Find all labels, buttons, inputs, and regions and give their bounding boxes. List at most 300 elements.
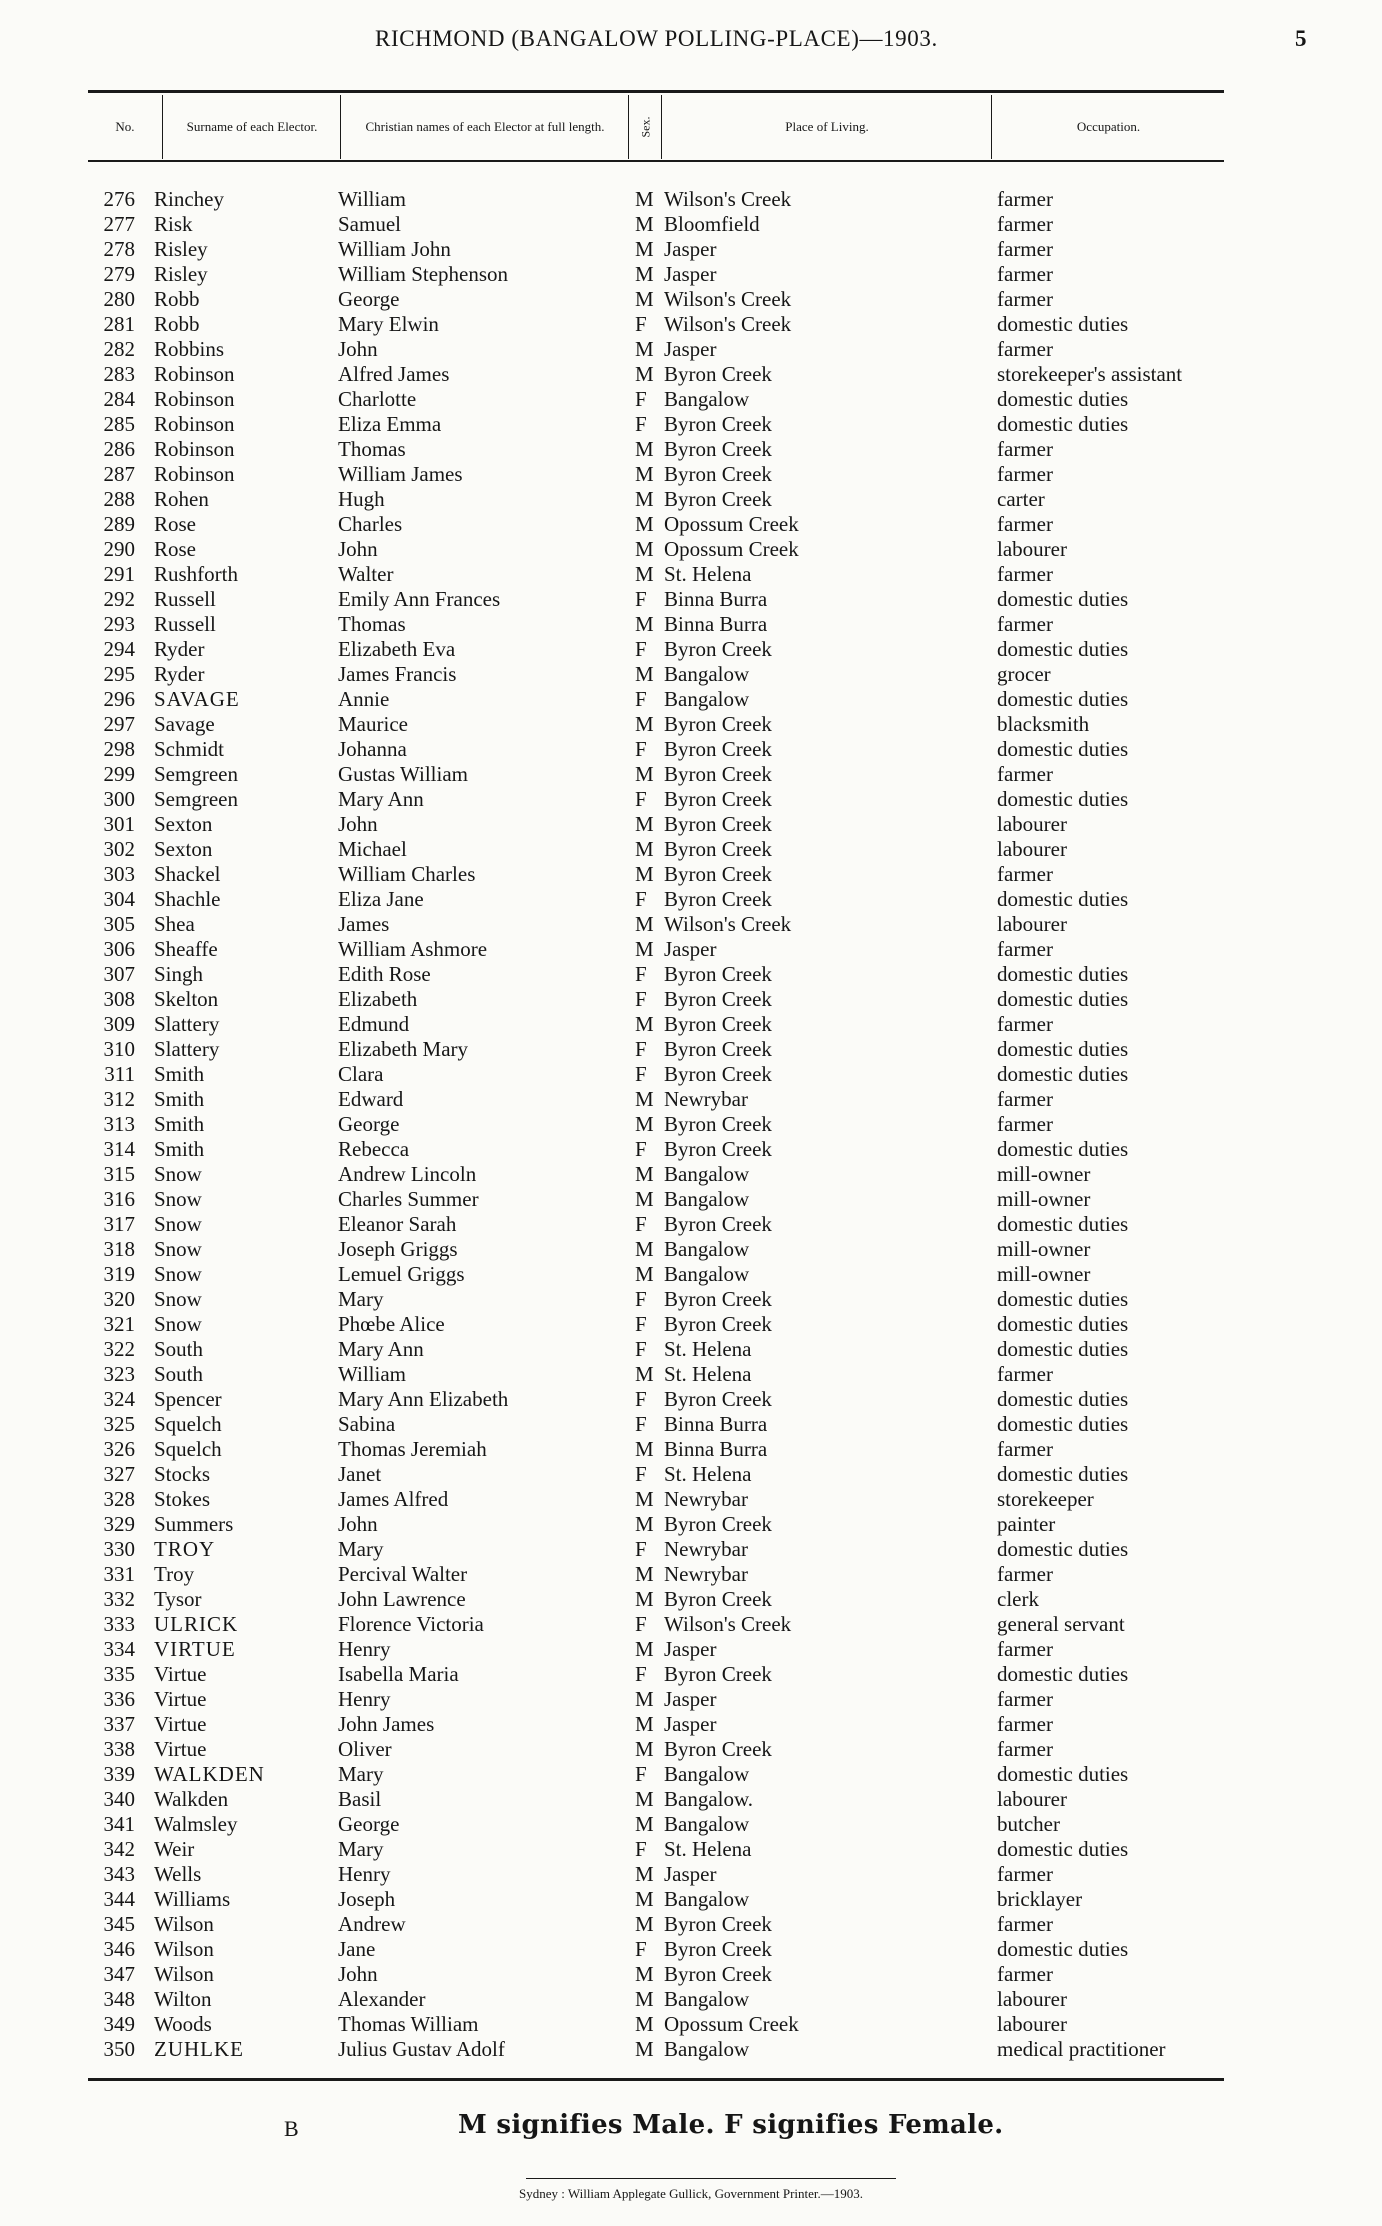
elector-christian-names: Mary Ann (338, 787, 424, 811)
elector-christian-names: William John (338, 237, 451, 261)
elector-place-of-living: Binna Burra (664, 1437, 768, 1461)
elector-sex: M (635, 837, 654, 861)
elector-surname: Smith (154, 1112, 205, 1136)
elector-sex: M (635, 1437, 654, 1461)
elector-number: 316 (103, 1187, 135, 1211)
elector-christian-names: Walter (338, 562, 394, 586)
table-row (0, 1937, 1382, 1962)
elector-surname: Shachle (154, 887, 221, 911)
table-row (0, 1262, 1382, 1287)
elector-sex: F (635, 1462, 647, 1486)
elector-surname: Rose (154, 512, 196, 536)
elector-place-of-living: Byron Creek (664, 1962, 772, 1986)
table-row (0, 212, 1382, 237)
table-row (0, 1137, 1382, 1162)
elector-sex: M (635, 1487, 654, 1511)
elector-occupation: domestic duties (997, 1412, 1129, 1436)
elector-number: 341 (103, 1812, 135, 1836)
elector-occupation: labourer (997, 537, 1067, 561)
elector-sex: M (635, 362, 654, 386)
elector-surname: Singh (154, 962, 204, 986)
elector-sex: M (635, 1562, 654, 1586)
elector-surname: Williams (154, 1887, 231, 1911)
elector-christian-names: William (338, 1362, 406, 1386)
elector-sex: F (635, 1937, 647, 1961)
elector-christian-names: Thomas (338, 437, 406, 461)
elector-christian-names: George (338, 1112, 400, 1136)
elector-occupation: farmer (997, 512, 1053, 536)
elector-surname: Shackel (154, 862, 221, 886)
elector-place-of-living: Jasper (664, 937, 717, 961)
elector-number: 339 (103, 1762, 135, 1786)
elector-place-of-living: Byron Creek (664, 887, 772, 911)
elector-sex: M (635, 862, 654, 886)
elector-number: 305 (103, 912, 135, 936)
elector-christian-names: George (338, 1812, 400, 1836)
table-row (0, 1062, 1382, 1087)
elector-number: 350 (103, 2037, 135, 2061)
table-bottom-rule (88, 2078, 1224, 2081)
elector-number: 297 (103, 712, 135, 736)
elector-sex: M (635, 1512, 654, 1536)
elector-place-of-living: Bangalow (664, 1812, 750, 1836)
elector-occupation: farmer (997, 1112, 1053, 1136)
elector-place-of-living: Jasper (664, 237, 717, 261)
elector-number: 325 (103, 1412, 135, 1436)
table-row (0, 1562, 1382, 1587)
elector-place-of-living: Byron Creek (664, 487, 772, 511)
elector-occupation: farmer (997, 1687, 1053, 1711)
elector-occupation: butcher (997, 1812, 1060, 1836)
table-row (0, 1637, 1382, 1662)
table-row (0, 312, 1382, 337)
column-header-occupation: Occupation. (1076, 119, 1141, 134)
elector-surname: Smith (154, 1087, 205, 1111)
elector-number: 307 (103, 962, 135, 986)
elector-number: 294 (103, 637, 135, 661)
elector-number: 321 (103, 1312, 135, 1336)
elector-sex: M (635, 1112, 654, 1136)
elector-christian-names: Mary Ann (338, 1337, 424, 1361)
elector-place-of-living: Byron Creek (664, 1387, 772, 1411)
elector-christian-names: William Ashmore (338, 937, 488, 961)
elector-surname: Rose (154, 537, 196, 561)
table-row (0, 862, 1382, 887)
elector-christian-names: Andrew (338, 1912, 406, 1936)
elector-place-of-living: Wilson's Creek (664, 312, 792, 336)
table-row (0, 912, 1382, 937)
elector-sex: M (635, 1362, 654, 1386)
elector-occupation: labourer (997, 1787, 1067, 1811)
elector-christian-names: Oliver (338, 1737, 392, 1761)
elector-sex: M (635, 812, 654, 836)
elector-occupation: farmer (997, 562, 1053, 586)
table-row (0, 987, 1382, 1012)
table-row (0, 1462, 1382, 1487)
page-number: 5 (1295, 26, 1307, 51)
signature-letter: B (284, 2116, 299, 2141)
table-row (0, 587, 1382, 612)
elector-surname: VIRTUE (154, 1637, 236, 1661)
elector-occupation: farmer (997, 262, 1053, 286)
elector-occupation: labourer (997, 2012, 1067, 2036)
elector-sex: M (635, 1787, 654, 1811)
elector-number: 335 (103, 1662, 135, 1686)
elector-number: 340 (103, 1787, 135, 1811)
elector-surname: Sexton (154, 812, 213, 836)
elector-christian-names: Lemuel Griggs (338, 1262, 465, 1286)
elector-occupation: farmer (997, 462, 1053, 486)
elector-number: 319 (103, 1262, 135, 1286)
elector-sex: M (635, 1962, 654, 1986)
elector-occupation: labourer (997, 912, 1067, 936)
elector-christian-names: Thomas Jeremiah (338, 1437, 487, 1461)
elector-christian-names: John (338, 1512, 378, 1536)
elector-sex: M (635, 287, 654, 311)
table-row (0, 1387, 1382, 1412)
elector-place-of-living: Byron Creek (664, 1937, 772, 1961)
table-row (0, 637, 1382, 662)
elector-surname: Wells (154, 1862, 202, 1886)
elector-surname: Smith (154, 1137, 205, 1161)
elector-christian-names: Janet (338, 1462, 382, 1486)
elector-place-of-living: Byron Creek (664, 1212, 772, 1236)
elector-surname: Rinchey (154, 187, 224, 211)
elector-sex: F (635, 1337, 647, 1361)
elector-surname: Wilson (154, 1912, 214, 1936)
elector-number: 329 (103, 1512, 135, 1536)
elector-occupation: farmer (997, 862, 1053, 886)
elector-sex: M (635, 2037, 654, 2061)
table-header-rule (88, 160, 1224, 162)
elector-number: 281 (103, 312, 135, 336)
elector-surname: Robinson (154, 462, 235, 486)
elector-surname: Semgreen (154, 762, 238, 786)
elector-occupation: farmer (997, 1562, 1053, 1586)
elector-surname: Wilson (154, 1937, 214, 1961)
table-row (0, 1087, 1382, 1112)
elector-surname: Walkden (154, 1787, 229, 1811)
elector-sex: M (635, 462, 654, 486)
elector-occupation: farmer (997, 612, 1053, 636)
elector-place-of-living: Byron Creek (664, 712, 772, 736)
table-row (0, 412, 1382, 437)
elector-number: 337 (103, 1712, 135, 1736)
elector-place-of-living: Bangalow. (664, 1787, 754, 1811)
elector-christian-names: Phœbe Alice (338, 1312, 445, 1336)
elector-surname: Robb (154, 287, 200, 311)
elector-number: 320 (103, 1287, 135, 1311)
elector-number: 333 (103, 1612, 135, 1636)
table-row (0, 362, 1382, 387)
elector-christian-names: Basil (338, 1787, 382, 1811)
elector-sex: F (635, 587, 647, 611)
elector-number: 310 (103, 1037, 135, 1061)
elector-occupation: domestic duties (997, 1287, 1129, 1311)
printer-imprint: Sydney : William Applegate Gullick, Government Printer.—1903. (518, 2186, 864, 2201)
elector-surname: Savage (154, 712, 215, 736)
elector-christian-names: Eleanor Sarah (338, 1212, 457, 1236)
elector-place-of-living: Newrybar (664, 1087, 748, 1111)
elector-number: 345 (103, 1912, 135, 1936)
elector-christian-names: Joseph (338, 1887, 396, 1911)
elector-occupation: domestic duties (997, 1537, 1129, 1561)
elector-christian-names: Maurice (338, 712, 408, 736)
elector-christian-names: William James (338, 462, 463, 486)
elector-christian-names: Julius Gustav Adolf (338, 2037, 505, 2061)
elector-sex: M (635, 1712, 654, 1736)
elector-surname: Sheaffe (154, 937, 218, 961)
table-row (0, 512, 1382, 537)
elector-christian-names: Elizabeth Eva (338, 637, 456, 661)
elector-place-of-living: Bangalow (664, 1987, 750, 2011)
elector-number: 330 (103, 1537, 135, 1561)
table-row (0, 1537, 1382, 1562)
elector-occupation: domestic duties (997, 637, 1129, 661)
elector-number: 283 (103, 362, 135, 386)
elector-place-of-living: Byron Creek (664, 812, 772, 836)
elector-christian-names: John Lawrence (338, 1587, 466, 1611)
table-row (0, 762, 1382, 787)
elector-number: 295 (103, 662, 135, 686)
elector-sex: M (635, 187, 654, 211)
elector-sex: M (635, 1162, 654, 1186)
elector-surname: Smith (154, 1062, 205, 1086)
elector-occupation: domestic duties (997, 312, 1129, 336)
elector-sex: F (635, 312, 647, 336)
elector-surname: Semgreen (154, 787, 238, 811)
column-divider (991, 95, 992, 159)
elector-occupation: storekeeper (997, 1487, 1094, 1511)
elector-occupation: farmer (997, 437, 1053, 461)
elector-occupation: mill-owner (997, 1237, 1091, 1261)
elector-number: 285 (103, 412, 135, 436)
elector-number: 326 (103, 1437, 135, 1461)
elector-place-of-living: Wilson's Creek (664, 187, 792, 211)
elector-christian-names: Thomas William (338, 2012, 479, 2036)
elector-surname: Rohen (154, 487, 209, 511)
elector-surname: Troy (154, 1562, 195, 1586)
elector-number: 331 (103, 1562, 135, 1586)
elector-sex: F (635, 887, 647, 911)
elector-sex: F (635, 1612, 647, 1636)
elector-place-of-living: Byron Creek (664, 987, 772, 1011)
elector-christian-names: Alfred James (338, 362, 450, 386)
elector-place-of-living: St. Helena (664, 562, 752, 586)
elector-number: 317 (103, 1212, 135, 1236)
elector-occupation: farmer (997, 287, 1053, 311)
elector-place-of-living: Jasper (664, 1862, 717, 1886)
elector-number: 304 (103, 887, 135, 911)
legend (0, 2110, 1382, 2150)
table-row (0, 712, 1382, 737)
elector-sex: F (635, 737, 647, 761)
elector-surname: Risk (154, 212, 193, 236)
elector-sex: F (635, 1212, 647, 1236)
elector-sex: F (635, 1037, 647, 1061)
elector-christian-names: William Stephenson (338, 262, 509, 286)
elector-number: 318 (103, 1237, 135, 1261)
elector-occupation: grocer (997, 662, 1051, 686)
elector-place-of-living: St. Helena (664, 1362, 752, 1386)
elector-sex: M (635, 537, 654, 561)
elector-occupation: labourer (997, 1987, 1067, 2011)
elector-sex: F (635, 1287, 647, 1311)
elector-place-of-living: Bangalow (664, 1187, 750, 1211)
elector-occupation: farmer (997, 1912, 1053, 1936)
table-row (0, 887, 1382, 912)
elector-christian-names: Mary (338, 1287, 384, 1311)
table-row (0, 1862, 1382, 1887)
table-row (0, 1112, 1382, 1137)
elector-occupation: domestic duties (997, 1762, 1129, 1786)
elector-occupation: mill-owner (997, 1262, 1091, 1286)
table-row (0, 1987, 1382, 2012)
elector-sex: F (635, 687, 647, 711)
elector-number: 280 (103, 287, 135, 311)
table-row (0, 1762, 1382, 1787)
elector-sex: F (635, 1662, 647, 1686)
elector-sex: M (635, 912, 654, 936)
elector-sex: F (635, 1837, 647, 1861)
table-row (0, 1962, 1382, 1987)
elector-occupation: farmer (997, 1087, 1053, 1111)
elector-christian-names: Eliza Jane (338, 887, 424, 911)
elector-christian-names: Elizabeth (338, 987, 418, 1011)
table-row (0, 1687, 1382, 1712)
elector-occupation: clerk (997, 1587, 1039, 1611)
elector-occupation: domestic duties (997, 1137, 1129, 1161)
elector-surname: Virtue (154, 1712, 207, 1736)
elector-occupation: domestic duties (997, 412, 1129, 436)
table-row (0, 837, 1382, 862)
elector-number: 314 (103, 1137, 135, 1161)
elector-surname: Snow (154, 1212, 202, 1236)
elector-occupation: farmer (997, 337, 1053, 361)
elector-surname: South (154, 1337, 204, 1361)
elector-occupation: general servant (997, 1612, 1125, 1636)
elector-number: 301 (103, 812, 135, 836)
elector-surname: ZUHLKE (154, 2037, 244, 2061)
elector-place-of-living: Byron Creek (664, 1287, 772, 1311)
elector-sex: M (635, 262, 654, 286)
elector-place-of-living: St. Helena (664, 1337, 752, 1361)
table-top-rule (88, 90, 1224, 93)
elector-surname: Ryder (154, 662, 205, 686)
elector-number: 347 (103, 1962, 135, 1986)
elector-sex: F (635, 1062, 647, 1086)
elector-surname: Snow (154, 1237, 202, 1261)
elector-occupation: medical practitioner (997, 2037, 1166, 2061)
elector-sex: F (635, 412, 647, 436)
elector-occupation: domestic duties (997, 687, 1129, 711)
elector-number: 308 (103, 987, 135, 1011)
elector-surname: Virtue (154, 1687, 207, 1711)
elector-place-of-living: Byron Creek (664, 1112, 772, 1136)
elector-surname: Rushforth (154, 562, 238, 586)
elector-surname: South (154, 1362, 204, 1386)
elector-place-of-living: Bangalow (664, 662, 750, 686)
elector-sex: F (635, 1312, 647, 1336)
elector-number: 327 (103, 1462, 135, 1486)
elector-surname: Wilson (154, 1962, 214, 1986)
elector-place-of-living: Byron Creek (664, 1512, 772, 1536)
elector-sex: M (635, 1812, 654, 1836)
elector-number: 309 (103, 1012, 135, 1036)
elector-place-of-living: Bangalow (664, 1162, 750, 1186)
elector-christian-names: John (338, 1962, 378, 1986)
elector-place-of-living: Byron Creek (664, 737, 772, 761)
elector-surname: Wilton (154, 1987, 212, 2011)
elector-place-of-living: Byron Creek (664, 962, 772, 986)
elector-occupation: farmer (997, 1712, 1053, 1736)
column-header-surname: Surname of each Elector. (186, 119, 318, 134)
elector-number: 334 (103, 1637, 135, 1661)
elector-surname: TROY (154, 1537, 216, 1561)
elector-sex: M (635, 1887, 654, 1911)
elector-surname: Squelch (154, 1412, 222, 1436)
elector-christian-names: Florence Victoria (338, 1612, 484, 1636)
elector-occupation: farmer (997, 1012, 1053, 1036)
table-row (0, 1812, 1382, 1837)
elector-surname: Snow (154, 1287, 202, 1311)
elector-place-of-living: Binna Burra (664, 612, 768, 636)
elector-christian-names: Gustas William (338, 762, 469, 786)
elector-surname: Snow (154, 1162, 202, 1186)
elector-number: 291 (103, 562, 135, 586)
elector-christian-names: Emily Ann Frances (338, 587, 501, 611)
elector-christian-names: Rebecca (338, 1137, 410, 1161)
elector-place-of-living: Wilson's Creek (664, 1612, 792, 1636)
elector-number: 344 (103, 1887, 135, 1911)
elector-christian-names: Henry (338, 1637, 391, 1661)
sex-legend: M signifies Male. F signifies Female. (458, 2110, 1004, 2140)
elector-surname: Stocks (154, 1462, 211, 1486)
elector-number: 311 (104, 1062, 135, 1086)
elector-number: 346 (103, 1937, 135, 1961)
elector-number: 277 (103, 212, 135, 236)
elector-number: 302 (103, 837, 135, 861)
elector-sex: F (635, 1137, 647, 1161)
table-row (0, 1212, 1382, 1237)
elector-christian-names: Elizabeth Mary (338, 1037, 469, 1061)
elector-sex: F (635, 637, 647, 661)
elector-number: 299 (103, 762, 135, 786)
elector-sex: M (635, 1012, 654, 1036)
elector-place-of-living: Opossum Creek (664, 512, 799, 536)
elector-occupation: domestic duties (997, 887, 1129, 911)
elector-surname: Tysor (154, 1587, 202, 1611)
elector-number: 292 (103, 587, 135, 611)
table-row (0, 487, 1382, 512)
elector-sex: M (635, 612, 654, 636)
elector-occupation: domestic duties (997, 1212, 1129, 1236)
elector-place-of-living: Jasper (664, 1712, 717, 1736)
elector-christian-names: Charlotte (338, 387, 417, 411)
elector-place-of-living: Byron Creek (664, 1012, 772, 1036)
elector-place-of-living: Byron Creek (664, 1912, 772, 1936)
elector-number: 298 (103, 737, 135, 761)
elector-place-of-living: Byron Creek (664, 762, 772, 786)
elector-christian-names: Jane (338, 1937, 376, 1961)
page-header (0, 26, 1382, 66)
elector-number: 279 (103, 262, 135, 286)
elector-christian-names: George (338, 287, 400, 311)
column-header-christian-names: Christian names of each Elector at full length. (365, 119, 605, 134)
elector-occupation: domestic duties (997, 962, 1129, 986)
elector-place-of-living: St. Helena (664, 1462, 752, 1486)
table-row (0, 1737, 1382, 1762)
